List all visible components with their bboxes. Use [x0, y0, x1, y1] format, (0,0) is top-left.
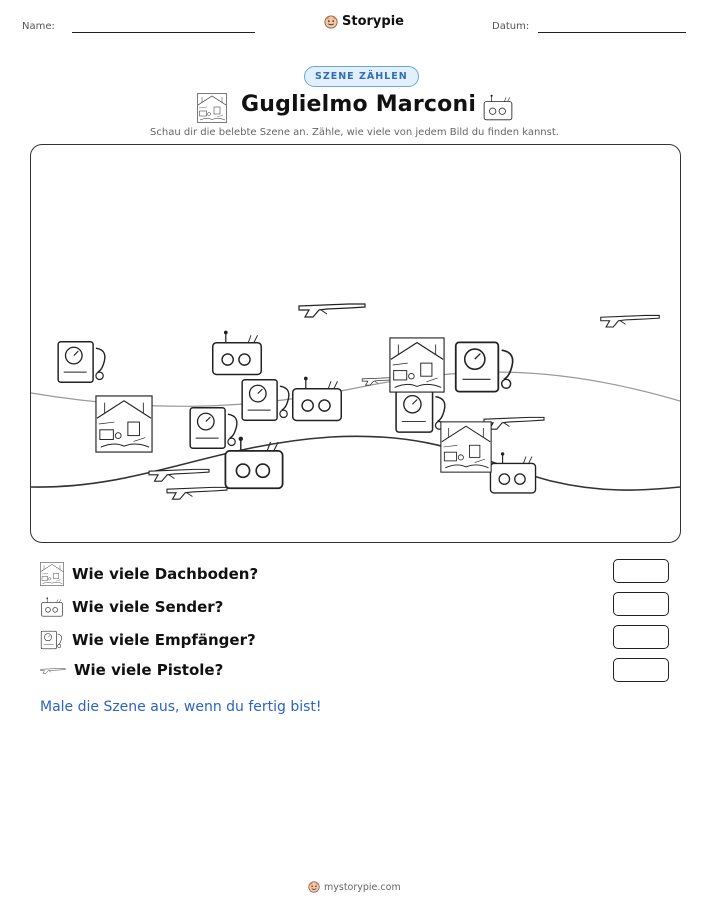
footer-site[interactable]: mystorypie.com	[324, 881, 401, 893]
transmitter-icon	[482, 94, 514, 121]
storypie-icon	[324, 15, 338, 29]
receiver-icon	[58, 342, 105, 382]
gun-icon	[601, 315, 659, 327]
instructions-text: Schau dir die belebte Szene an. Zähle, wie viele von jedem Bild du finden kannst.	[150, 127, 559, 138]
gun-icon	[149, 469, 209, 481]
receiver-icon	[190, 408, 237, 448]
question-receiver	[40, 628, 256, 652]
gun-icon	[484, 417, 544, 429]
date-line[interactable]	[538, 32, 686, 33]
name-line[interactable]	[72, 32, 255, 33]
receiver-icon	[40, 628, 64, 652]
footer	[308, 881, 401, 893]
gun-icon	[299, 304, 365, 317]
receiver-icon	[456, 342, 513, 391]
page-title: Guglielmo Marconi	[241, 92, 477, 117]
gun-icon	[40, 662, 66, 678]
question-transmitter	[40, 595, 223, 619]
answer-box-receiver[interactable]	[613, 625, 669, 649]
question-gun	[40, 661, 223, 679]
receiver-icon	[396, 390, 445, 432]
transmitter-icon	[40, 595, 64, 619]
counting-scene	[30, 144, 681, 543]
brand-name: Storypie	[342, 14, 404, 29]
question-text: Wie viele Empfänger?	[72, 631, 256, 649]
attic-icon	[197, 93, 227, 123]
attic-icon	[40, 562, 64, 586]
question-attic	[40, 562, 258, 586]
attic-icon	[390, 338, 444, 392]
name-label: Name:	[22, 21, 55, 32]
question-text: Wie viele Dachboden?	[72, 565, 259, 583]
transmitter-icon	[213, 331, 262, 375]
attic-icon	[441, 422, 491, 472]
answer-box-transmitter[interactable]	[613, 592, 669, 616]
answer-box-attic[interactable]	[613, 559, 669, 583]
color-scene-prompt: Male die Szene aus, wenn du fertig bist!	[40, 699, 322, 715]
transmitter-icon	[293, 377, 342, 421]
scene-count-badge: SZENE ZÄHLEN	[304, 66, 419, 87]
brand-logo	[324, 14, 404, 29]
scene-illustration	[31, 145, 680, 542]
transmitter-icon	[490, 452, 535, 493]
question-text: Wie viele Sender?	[72, 598, 224, 616]
storypie-icon	[308, 881, 320, 893]
gun-icon	[167, 487, 227, 499]
date-label: Datum:	[492, 21, 530, 32]
question-text: Wie viele Pistole?	[74, 661, 224, 679]
attic-icon	[96, 396, 152, 452]
answer-box-gun[interactable]	[613, 658, 669, 682]
